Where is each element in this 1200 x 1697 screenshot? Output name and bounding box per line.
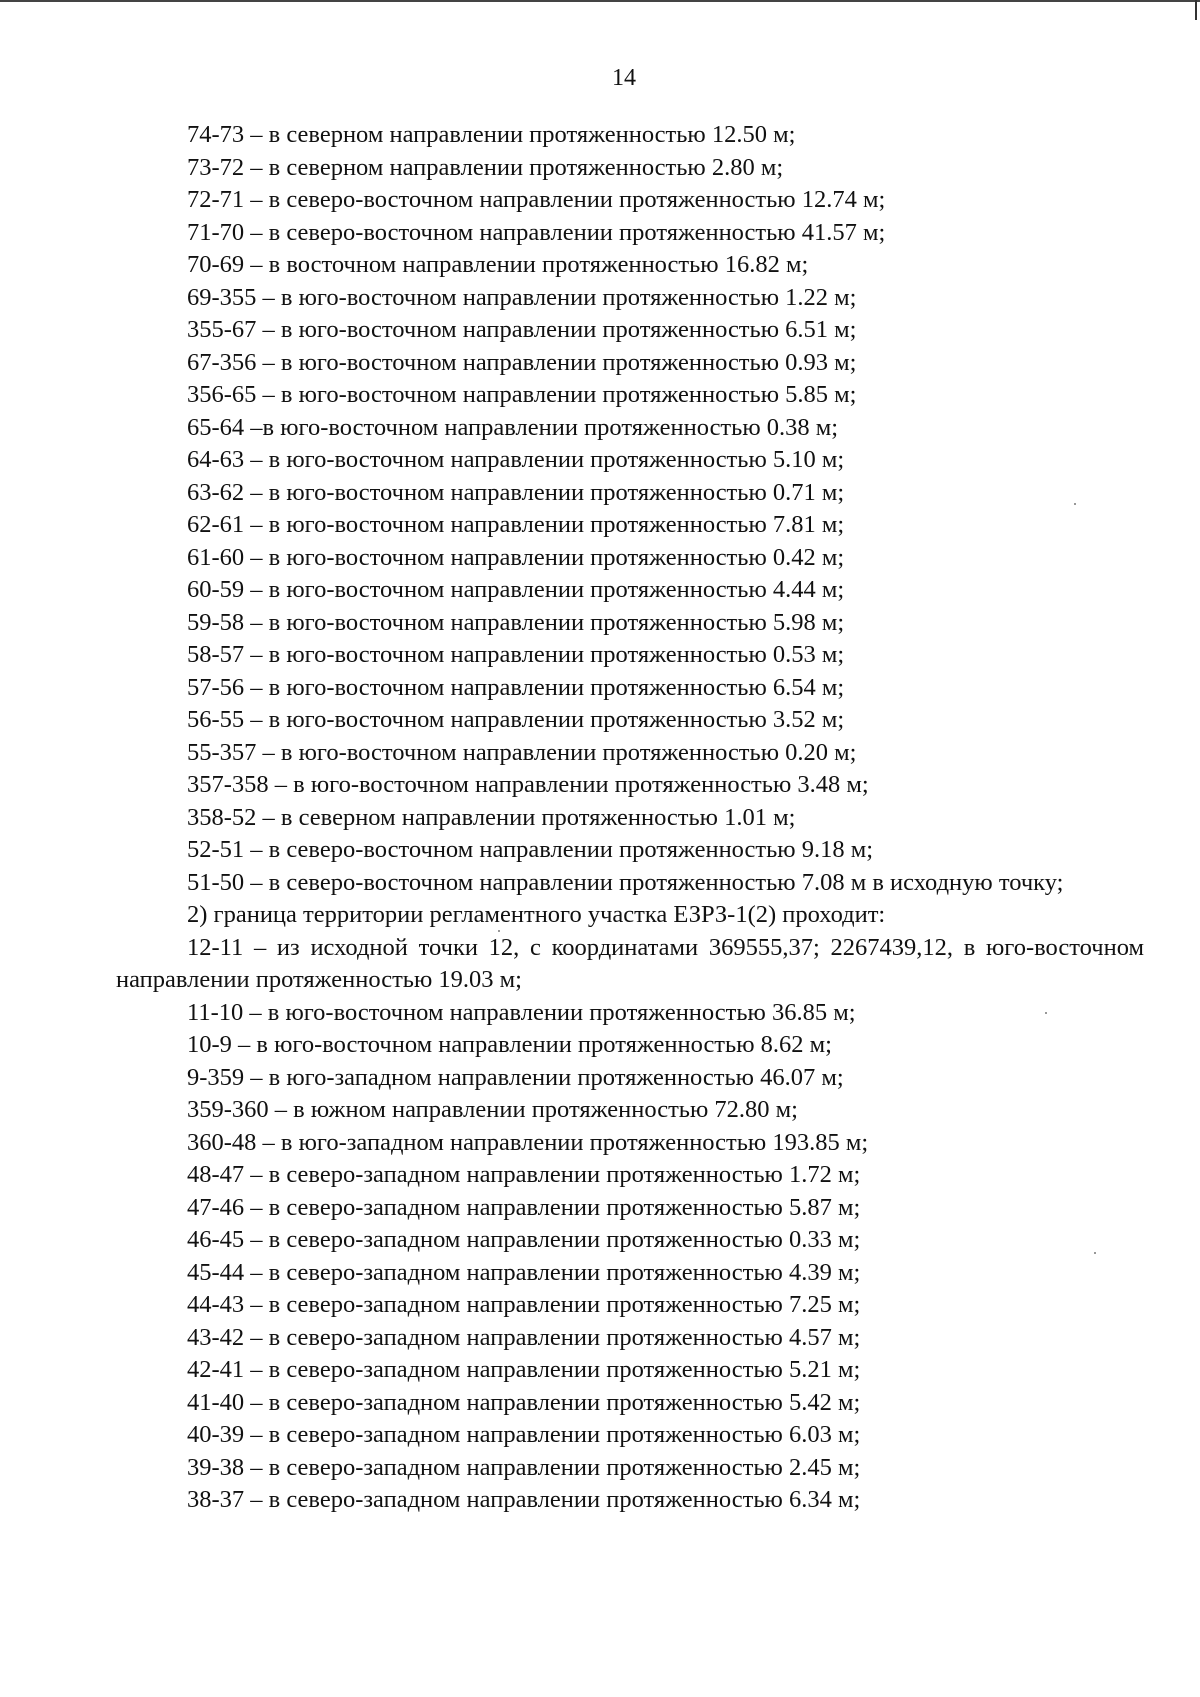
segment-line: 64-63 – в юго-восточном направлении протяженностью 5.10 м;: [187, 446, 845, 473]
segment-line: 11-10 – в юго-восточном направлении протяженностью 36.85 м;: [187, 998, 856, 1026]
segment-line: 45-44 – в северо-западном направлении протяженностью 4.39 м;: [187, 1258, 861, 1286]
segment-line: 65-64 –в юго-восточном направлении протяженностью 0.38 м;: [187, 413, 839, 441]
scan-edge-right: [1195, 0, 1197, 20]
segment-line: 70-69 – в восточном направлении протяженностью 16.82 м;: [187, 251, 809, 278]
scan-speck: [1074, 503, 1076, 505]
segment-list-2: [116, 997, 1144, 1517]
segment-line: 63-62 – в юго-восточном направлении протяженностью 0.71 м;: [187, 478, 845, 506]
segment-line: 41-40 – в северо-западном направлении протяженностью 5.42 м;: [187, 1388, 861, 1416]
segment-line: 357-358 – в юго-восточном направлении протяженностью 3.48 м;: [187, 771, 869, 798]
segment-paragraph-12-11: 12-11 – из исходной точки 12, с координатами 369555,37; 2267439,12, в юго-восточном направлении протяженностью 19.03 м;: [116, 933, 1144, 993]
segment-line: 356-65 – в юго-восточном направлении протяженностью 5.85 м;: [187, 381, 857, 408]
segment-line: 73-72 – в северном направлении протяженностью 2.80 м;: [187, 153, 784, 181]
segment-line: 72-71 – в северо-восточном направлении протяженностью 12.74 м;: [187, 186, 886, 213]
segment-line: 71-70 – в северо-восточном направлении протяженностью 41.57 м;: [187, 218, 886, 246]
segment-line: 359-360 – в южном направлении протяженностью 72.80 м;: [187, 1096, 798, 1123]
segment-line: 42-41 – в северо-западном направлении протяженностью 5.21 м;: [187, 1356, 861, 1383]
segment-line: 52-51 – в северо-восточном направлении протяженностью 9.18 м;: [187, 836, 874, 863]
scan-edge-top: [0, 0, 1200, 2]
segment-line: 69-355 – в юго-восточном направлении протяженностью 1.22 м;: [187, 283, 857, 311]
segment-line: 74-73 – в северном направлении протяженностью 12.50 м;: [187, 121, 796, 148]
segment-line: 55-357 – в юго-восточном направлении протяженностью 0.20 м;: [187, 738, 857, 766]
segment-line: 46-45 – в северо-западном направлении протяженностью 0.33 м;: [187, 1226, 861, 1253]
segment-line: 56-55 – в юго-восточном направлении протяженностью 3.52 м;: [187, 706, 845, 733]
segment-line: 48-47 – в северо-западном направлении протяженностью 1.72 м;: [187, 1161, 861, 1188]
segment-line: 39-38 – в северо-западном направлении протяженностью 2.45 м;: [187, 1453, 861, 1481]
scan-speck: [1094, 1252, 1096, 1254]
scan-speck: [1045, 1012, 1047, 1014]
document-body: [116, 119, 1144, 1517]
page-number: 14: [612, 65, 636, 91]
segment-line: 67-356 – в юго-восточном направлении протяженностью 0.93 м;: [187, 348, 857, 376]
segment-line: 358-52 – в северном направлении протяженностью 1.01 м;: [187, 803, 796, 831]
segment-line: 10-9 – в юго-восточном направлении протяженностью 8.62 м;: [187, 1031, 832, 1058]
section-2-heading: 2) граница территории регламентного участка ЕЗРЗ-1(2) проходит:: [187, 901, 886, 928]
segment-line: 60-59 – в юго-восточном направлении протяженностью 4.44 м;: [187, 576, 845, 603]
segment-line: 360-48 – в юго-западном направлении протяженностью 193.85 м;: [187, 1128, 869, 1156]
segment-line: 355-67 – в юго-восточном направлении протяженностью 6.51 м;: [187, 316, 857, 343]
segment-line: 57-56 – в юго-восточном направлении протяженностью 6.54 м;: [187, 673, 845, 701]
segment-line: 43-42 – в северо-западном направлении протяженностью 4.57 м;: [187, 1323, 861, 1351]
segment-line: 40-39 – в северо-западном направлении протяженностью 6.03 м;: [187, 1421, 861, 1448]
segment-list-1: [116, 119, 1144, 867]
segment-line: 9-359 – в юго-западном направлении протяженностью 46.07 м;: [187, 1063, 844, 1091]
segment-line: 58-57 – в юго-восточном направлении протяженностью 0.53 м;: [187, 641, 845, 668]
scan-speck: [498, 930, 500, 932]
segment-line: 44-43 – в северо-западном направлении протяженностью 7.25 м;: [187, 1291, 861, 1318]
segment-line: 62-61 – в юго-восточном направлении протяженностью 7.81 м;: [187, 511, 845, 538]
segment-line: 59-58 – в юго-восточном направлении протяженностью 5.98 м;: [187, 608, 845, 636]
segment-line: 61-60 – в юго-восточном направлении протяженностью 0.42 м;: [187, 543, 845, 571]
segment-line: 47-46 – в северо-западном направлении протяженностью 5.87 м;: [187, 1193, 861, 1221]
segment-line: 38-37 – в северо-западном направлении протяженностью 6.34 м;: [187, 1486, 861, 1513]
segment-paragraph-51-50: 51-50 – в северо-восточном направлении протяженностью 7.08 м в исходную точку;: [187, 868, 1064, 896]
